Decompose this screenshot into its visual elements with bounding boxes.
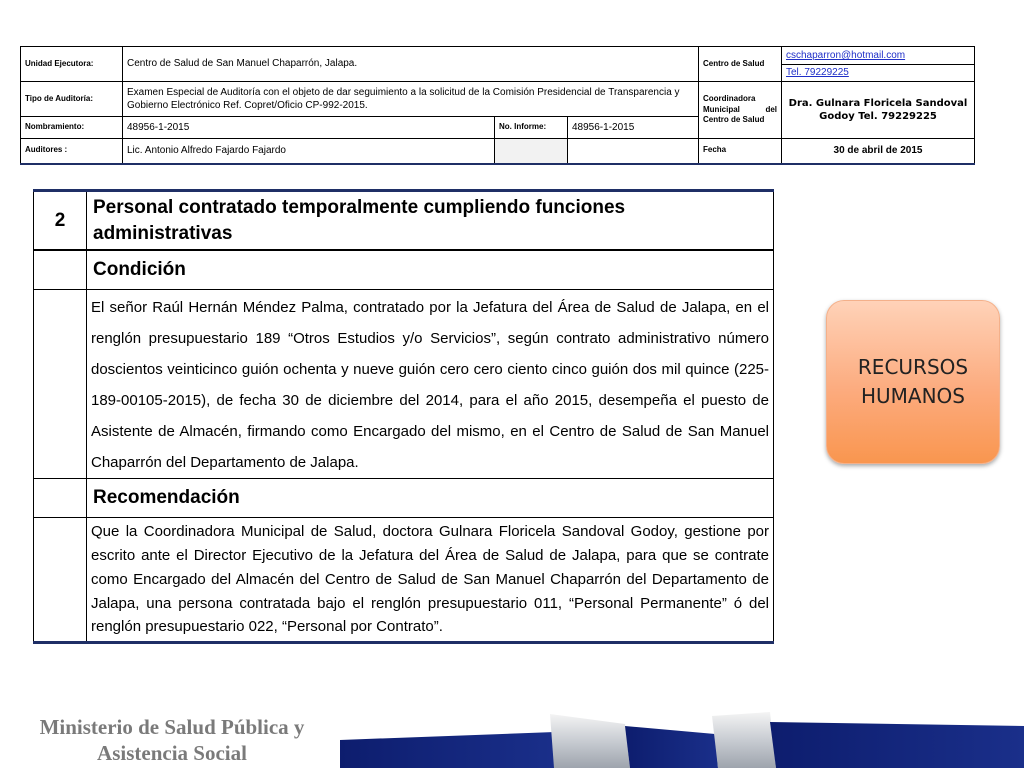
coordinadora-value bbox=[782, 82, 975, 139]
unidad-value: Centro de Salud de San Manuel Chaparrón, Jalapa. bbox=[123, 47, 699, 82]
recomendacion-num-cell bbox=[34, 479, 87, 518]
empty-cell-2 bbox=[568, 139, 699, 164]
unidad-label: Unidad Ejecutora: bbox=[21, 47, 123, 82]
footer-silver-band-1 bbox=[550, 714, 630, 768]
recursos-humanos-button[interactable] bbox=[826, 300, 1000, 464]
fecha-label: Fecha bbox=[699, 139, 782, 164]
condicion-heading: Condición bbox=[87, 250, 774, 290]
coordinadora-label-line3: Centro de Salud bbox=[703, 115, 765, 125]
audit-header-table bbox=[20, 46, 975, 165]
recomendacion-heading: Recomendación bbox=[87, 479, 774, 518]
coordinadora-label-municipal: Municipal bbox=[703, 104, 740, 114]
tipo-label: Tipo de Auditoría: bbox=[21, 82, 123, 117]
auditores-label: Auditores : bbox=[21, 139, 123, 164]
footer-silver-band-2 bbox=[712, 712, 776, 768]
ministry-footer-text bbox=[22, 714, 322, 767]
contact-cell bbox=[782, 47, 975, 82]
condicion-text-num-cell bbox=[34, 290, 87, 479]
footer-decorative-bars bbox=[340, 712, 1024, 768]
coordinadora-tel: Godoy Tel. 79229225 bbox=[819, 111, 937, 122]
nombramiento-label: Nombramiento: bbox=[21, 117, 123, 139]
empty-cell-1 bbox=[495, 139, 568, 164]
coordinadora-label-line2 bbox=[703, 105, 777, 116]
recomendacion-text: Que la Coordinadora Municipal de Salud, doctora Gulnara Floricela Sandoval Godoy, gestione por escrito ante el Director Ejecutivo de la Jefatura del Área de Salud de Jalapa, para que se contrate como Encargado del Almacén del Centro de Salud de San Manuel Chaparrón del Departamento de Jalapa, una persona contratada bajo el renglón presupuestario 011, “Personal Permanente” ó del renglón presupuestario 022, “Personal por Contrato”. bbox=[87, 518, 774, 643]
recursos-humanos-line1: RECURSOS bbox=[857, 355, 969, 379]
finding-table bbox=[33, 189, 774, 644]
recursos-humanos-line2: HUMANOS bbox=[860, 384, 965, 408]
finding-number: 2 bbox=[34, 191, 87, 251]
fecha-value: 30 de abril de 2015 bbox=[782, 139, 975, 164]
coordinadora-label-line1: Coordinadora bbox=[703, 93, 756, 103]
informe-value: 48956-1-2015 bbox=[568, 117, 699, 139]
email-link[interactable]: cschaparron@hotmail.com bbox=[786, 50, 906, 61]
phone-link[interactable]: Tel. 79229225 bbox=[782, 64, 974, 81]
footer-navy-bar-mid bbox=[625, 726, 718, 768]
coordinadora-label bbox=[699, 82, 782, 139]
footer-navy-bar-left bbox=[340, 732, 558, 768]
nombramiento-value: 48956-1-2015 bbox=[123, 117, 495, 139]
recomendacion-text-num-cell bbox=[34, 518, 87, 643]
auditores-value: Lic. Antonio Alfredo Fajardo Fajardo bbox=[123, 139, 495, 164]
footer-navy-bar-right bbox=[770, 722, 1024, 768]
condicion-num-cell bbox=[34, 250, 87, 290]
finding-title: Personal contratado temporalmente cumpliendo funciones administrativas bbox=[87, 191, 774, 251]
condicion-text: El señor Raúl Hernán Méndez Palma, contratado por la Jefatura del Área de Salud de Jalapa, en el renglón presupuestario 189 “Otros Estudios y/o Servicios”, según contrato administrativo número doscientos veinticinco guión ochenta y nueve guión cero cero ciento cinco guión dos mil quince (225-189-00105-2015), de fecha 30 de diciembre del 2014, para el año 2015, desempeña el puesto de Asistente de Almacén, firmando como Encargado del mismo, en el Centro de Salud de San Manuel Chaparrón del Departamento de Jalapa. bbox=[87, 290, 774, 479]
ministry-line2: Asistencia Social bbox=[97, 741, 247, 766]
tipo-value: Examen Especial de Auditoría con el objeto de dar seguimiento a la solicitud de la Comisión Presidencial de Transparencia y Gobierno Electrónico Ref. Copret/Oficio CP-992-2015. bbox=[123, 82, 699, 117]
coordinadora-label-del: del bbox=[765, 104, 777, 114]
centro-label: Centro de Salud bbox=[699, 47, 782, 82]
informe-label: No. Informe: bbox=[495, 117, 568, 139]
coordinadora-name: Dra. Gulnara Floricela Sandoval bbox=[788, 97, 968, 109]
ministry-line1: Ministerio de Salud Pública y bbox=[39, 715, 305, 739]
